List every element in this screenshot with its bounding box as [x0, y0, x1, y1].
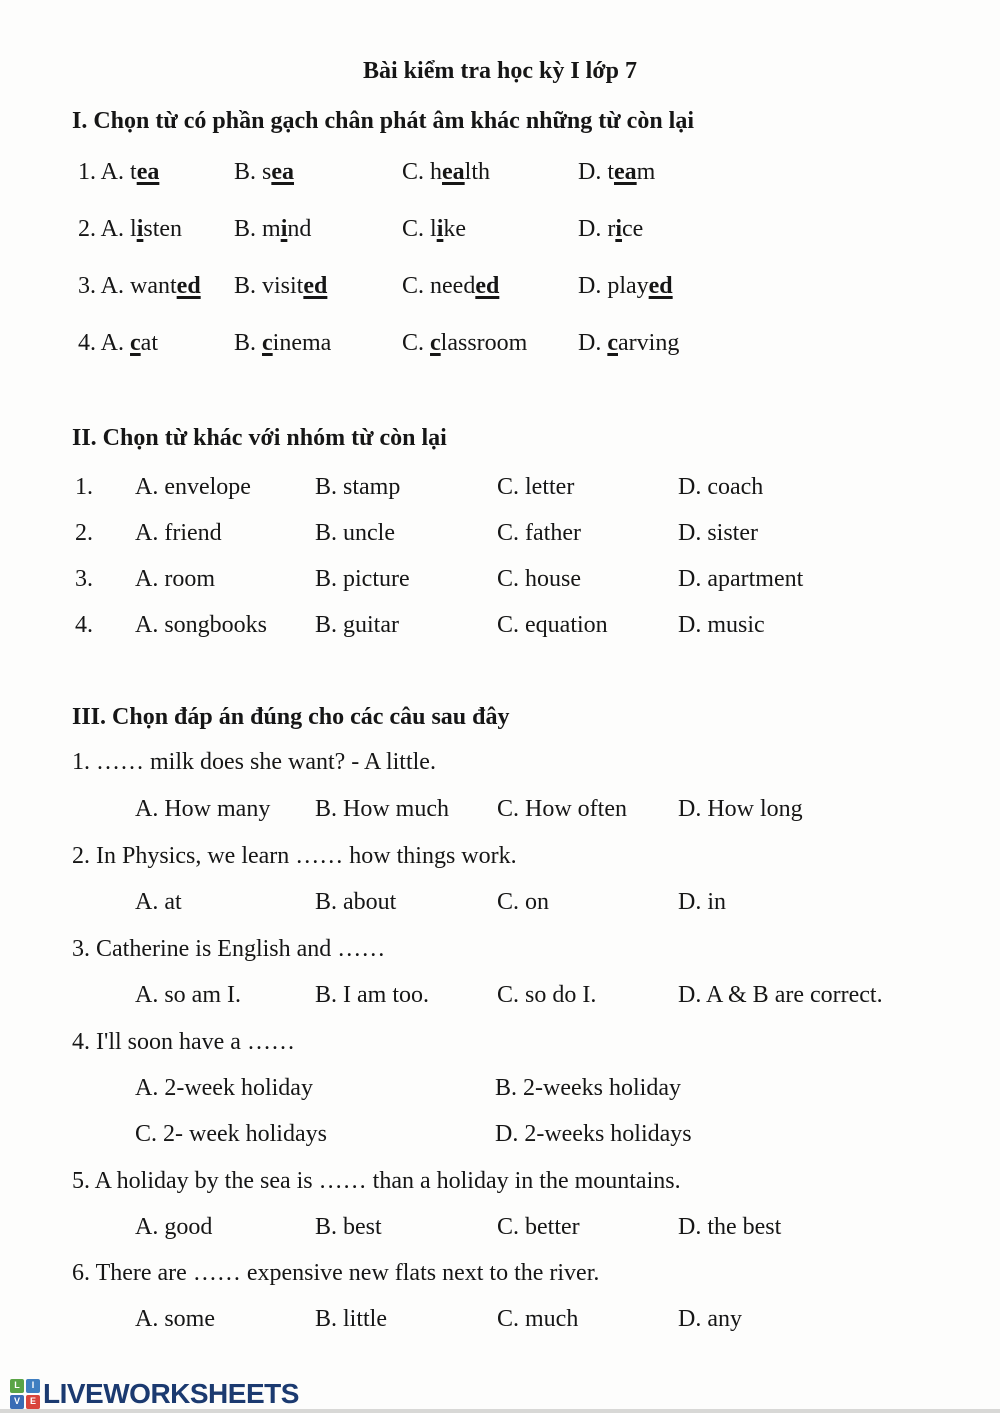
option-cell[interactable]: D. team: [578, 159, 656, 185]
liveworksheets-logo[interactable]: [10, 1377, 299, 1410]
option-cell[interactable]: 2. A. listen: [78, 216, 183, 242]
underlined-letters: ea: [442, 159, 465, 185]
option-cell[interactable]: C. father: [497, 520, 581, 546]
option-row: [0, 1119, 1000, 1149]
underlined-letters: i: [436, 216, 444, 242]
odd-one-out-row: [0, 610, 1000, 640]
option-cell[interactable]: D. in: [678, 889, 726, 915]
question-text: 3. Catherine is English and ……: [72, 936, 386, 962]
option-cell[interactable]: A. envelope: [135, 474, 251, 500]
option-cell[interactable]: A. How many: [135, 796, 271, 822]
option-cell[interactable]: A. at: [135, 889, 182, 915]
option-row: [0, 1073, 1000, 1103]
option-cell[interactable]: C. better: [497, 1214, 580, 1240]
option-cell[interactable]: B. about: [315, 889, 397, 915]
option-cell[interactable]: A. room: [135, 566, 215, 592]
underlined-letters: ed: [176, 273, 201, 299]
option-cell[interactable]: D. sister: [678, 520, 758, 546]
option-cell[interactable]: C. How often: [497, 796, 627, 822]
section-1-heading: I. Chọn từ có phần gạch chân phát âm khác những từ còn lại: [72, 108, 695, 134]
option-cell[interactable]: D. A & B are correct.: [678, 982, 883, 1008]
option-cell[interactable]: D. music: [678, 612, 765, 638]
underlined-letters: c: [430, 330, 441, 356]
pronunciation-row: [0, 328, 1000, 358]
section-3-heading: III. Chọn đáp án đúng cho các câu sau đây: [72, 704, 510, 730]
option-cell[interactable]: C. much: [497, 1306, 579, 1332]
option-row: [0, 794, 1000, 824]
underlined-letters: ed: [475, 273, 500, 299]
odd-one-out-row: [0, 564, 1000, 594]
underlined-letters: ea: [136, 159, 160, 185]
odd-one-out-row: [0, 518, 1000, 548]
option-cell[interactable]: C. needed: [402, 273, 500, 299]
option-cell[interactable]: B. stamp: [315, 474, 401, 500]
liveworksheets-grid-icon: [10, 1379, 40, 1409]
option-cell[interactable]: B. visited: [234, 273, 328, 299]
option-cell[interactable]: 3. A. wanted: [78, 273, 201, 299]
underlined-letters: ed: [648, 273, 673, 299]
section-2-heading: II. Chọn từ khác với nhóm từ còn lại: [72, 425, 447, 451]
option-cell[interactable]: A. some: [135, 1306, 215, 1332]
option-cell[interactable]: A. friend: [135, 520, 222, 546]
option-cell[interactable]: C. 2- week holidays: [135, 1121, 327, 1147]
question-text: 1. …… milk does she want? - A little.: [72, 749, 436, 775]
underlined-letters: c: [607, 330, 618, 356]
option-cell[interactable]: B. best: [315, 1214, 382, 1240]
option-cell[interactable]: C. equation: [497, 612, 608, 638]
option-cell[interactable]: C. on: [497, 889, 550, 915]
row-number: 4.: [75, 612, 93, 638]
option-cell[interactable]: D. the best: [678, 1214, 782, 1240]
question-text: 5. A holiday by the sea is …… than a holiday in the mountains.: [72, 1168, 681, 1194]
option-cell[interactable]: B. guitar: [315, 612, 399, 638]
option-cell[interactable]: B. cinema: [234, 330, 332, 356]
option-cell[interactable]: C. health: [402, 159, 491, 185]
row-number: 3.: [75, 566, 93, 592]
underlined-letters: i: [280, 216, 288, 242]
underlined-letters: i: [615, 216, 622, 242]
underlined-letters: c: [130, 330, 141, 356]
question-text: 4. I'll soon have a ……: [72, 1029, 295, 1055]
option-cell[interactable]: A. good: [135, 1214, 213, 1240]
option-cell[interactable]: A. so am I.: [135, 982, 241, 1008]
option-cell[interactable]: D. rice: [578, 216, 644, 242]
row-number: 1.: [75, 474, 93, 500]
option-cell[interactable]: B. I am too.: [315, 982, 429, 1008]
liveworksheets-brand-text: LIVEWORKSHEETS: [43, 1377, 299, 1409]
option-cell[interactable]: C. letter: [497, 474, 575, 500]
underlined-letters: i: [136, 216, 144, 242]
underlined-letters: ea: [614, 159, 637, 185]
option-cell[interactable]: C. so do I.: [497, 982, 597, 1008]
option-cell[interactable]: D. carving: [578, 330, 680, 356]
question-text: 2. In Physics, we learn …… how things work.: [72, 843, 517, 869]
option-row: [0, 980, 1000, 1010]
logo-tile-v: V: [10, 1395, 24, 1409]
option-cell[interactable]: B. How much: [315, 796, 449, 822]
pronunciation-row: [0, 271, 1000, 301]
option-cell[interactable]: D. any: [678, 1306, 742, 1332]
option-row: [0, 1304, 1000, 1334]
option-cell[interactable]: 1. A. tea: [78, 159, 160, 185]
question-text: 6. There are …… expensive new flats next to the river.: [72, 1260, 600, 1286]
option-cell[interactable]: A. 2-week holiday: [135, 1075, 313, 1101]
option-row: [0, 887, 1000, 917]
option-cell[interactable]: B. 2-weeks holiday: [495, 1075, 681, 1101]
option-row: [0, 1212, 1000, 1242]
option-cell[interactable]: D. played: [578, 273, 673, 299]
option-cell[interactable]: D. 2-weeks holidays: [495, 1121, 692, 1147]
pronunciation-row: [0, 157, 1000, 187]
option-cell[interactable]: B. sea: [234, 159, 295, 185]
logo-tile-l: L: [10, 1379, 24, 1393]
row-number: 2.: [75, 520, 93, 546]
pronunciation-row: [0, 214, 1000, 244]
option-cell[interactable]: D. How long: [678, 796, 803, 822]
option-cell[interactable]: 4. A. cat: [78, 330, 158, 356]
option-cell[interactable]: B. mind: [234, 216, 312, 242]
odd-one-out-row: [0, 472, 1000, 502]
option-cell[interactable]: C. classroom: [402, 330, 528, 356]
worksheet-title: Bài kiểm tra học kỳ I lớp 7: [363, 58, 637, 84]
option-cell[interactable]: A. songbooks: [135, 612, 268, 638]
option-cell[interactable]: B. picture: [315, 566, 410, 592]
option-cell[interactable]: B. little: [315, 1306, 387, 1332]
logo-tile-i: I: [26, 1379, 40, 1393]
underlined-letters: ea: [271, 159, 295, 185]
logo-tile-e: E: [26, 1395, 40, 1409]
underlined-letters: c: [262, 330, 273, 356]
option-cell[interactable]: B. uncle: [315, 520, 395, 546]
underlined-letters: ed: [303, 273, 328, 299]
option-cell[interactable]: D. apartment: [678, 566, 804, 592]
option-cell[interactable]: D. coach: [678, 474, 764, 500]
option-cell[interactable]: C. like: [402, 216, 467, 242]
option-cell[interactable]: C. house: [497, 566, 581, 592]
page-bottom-edge: [0, 1409, 1000, 1413]
